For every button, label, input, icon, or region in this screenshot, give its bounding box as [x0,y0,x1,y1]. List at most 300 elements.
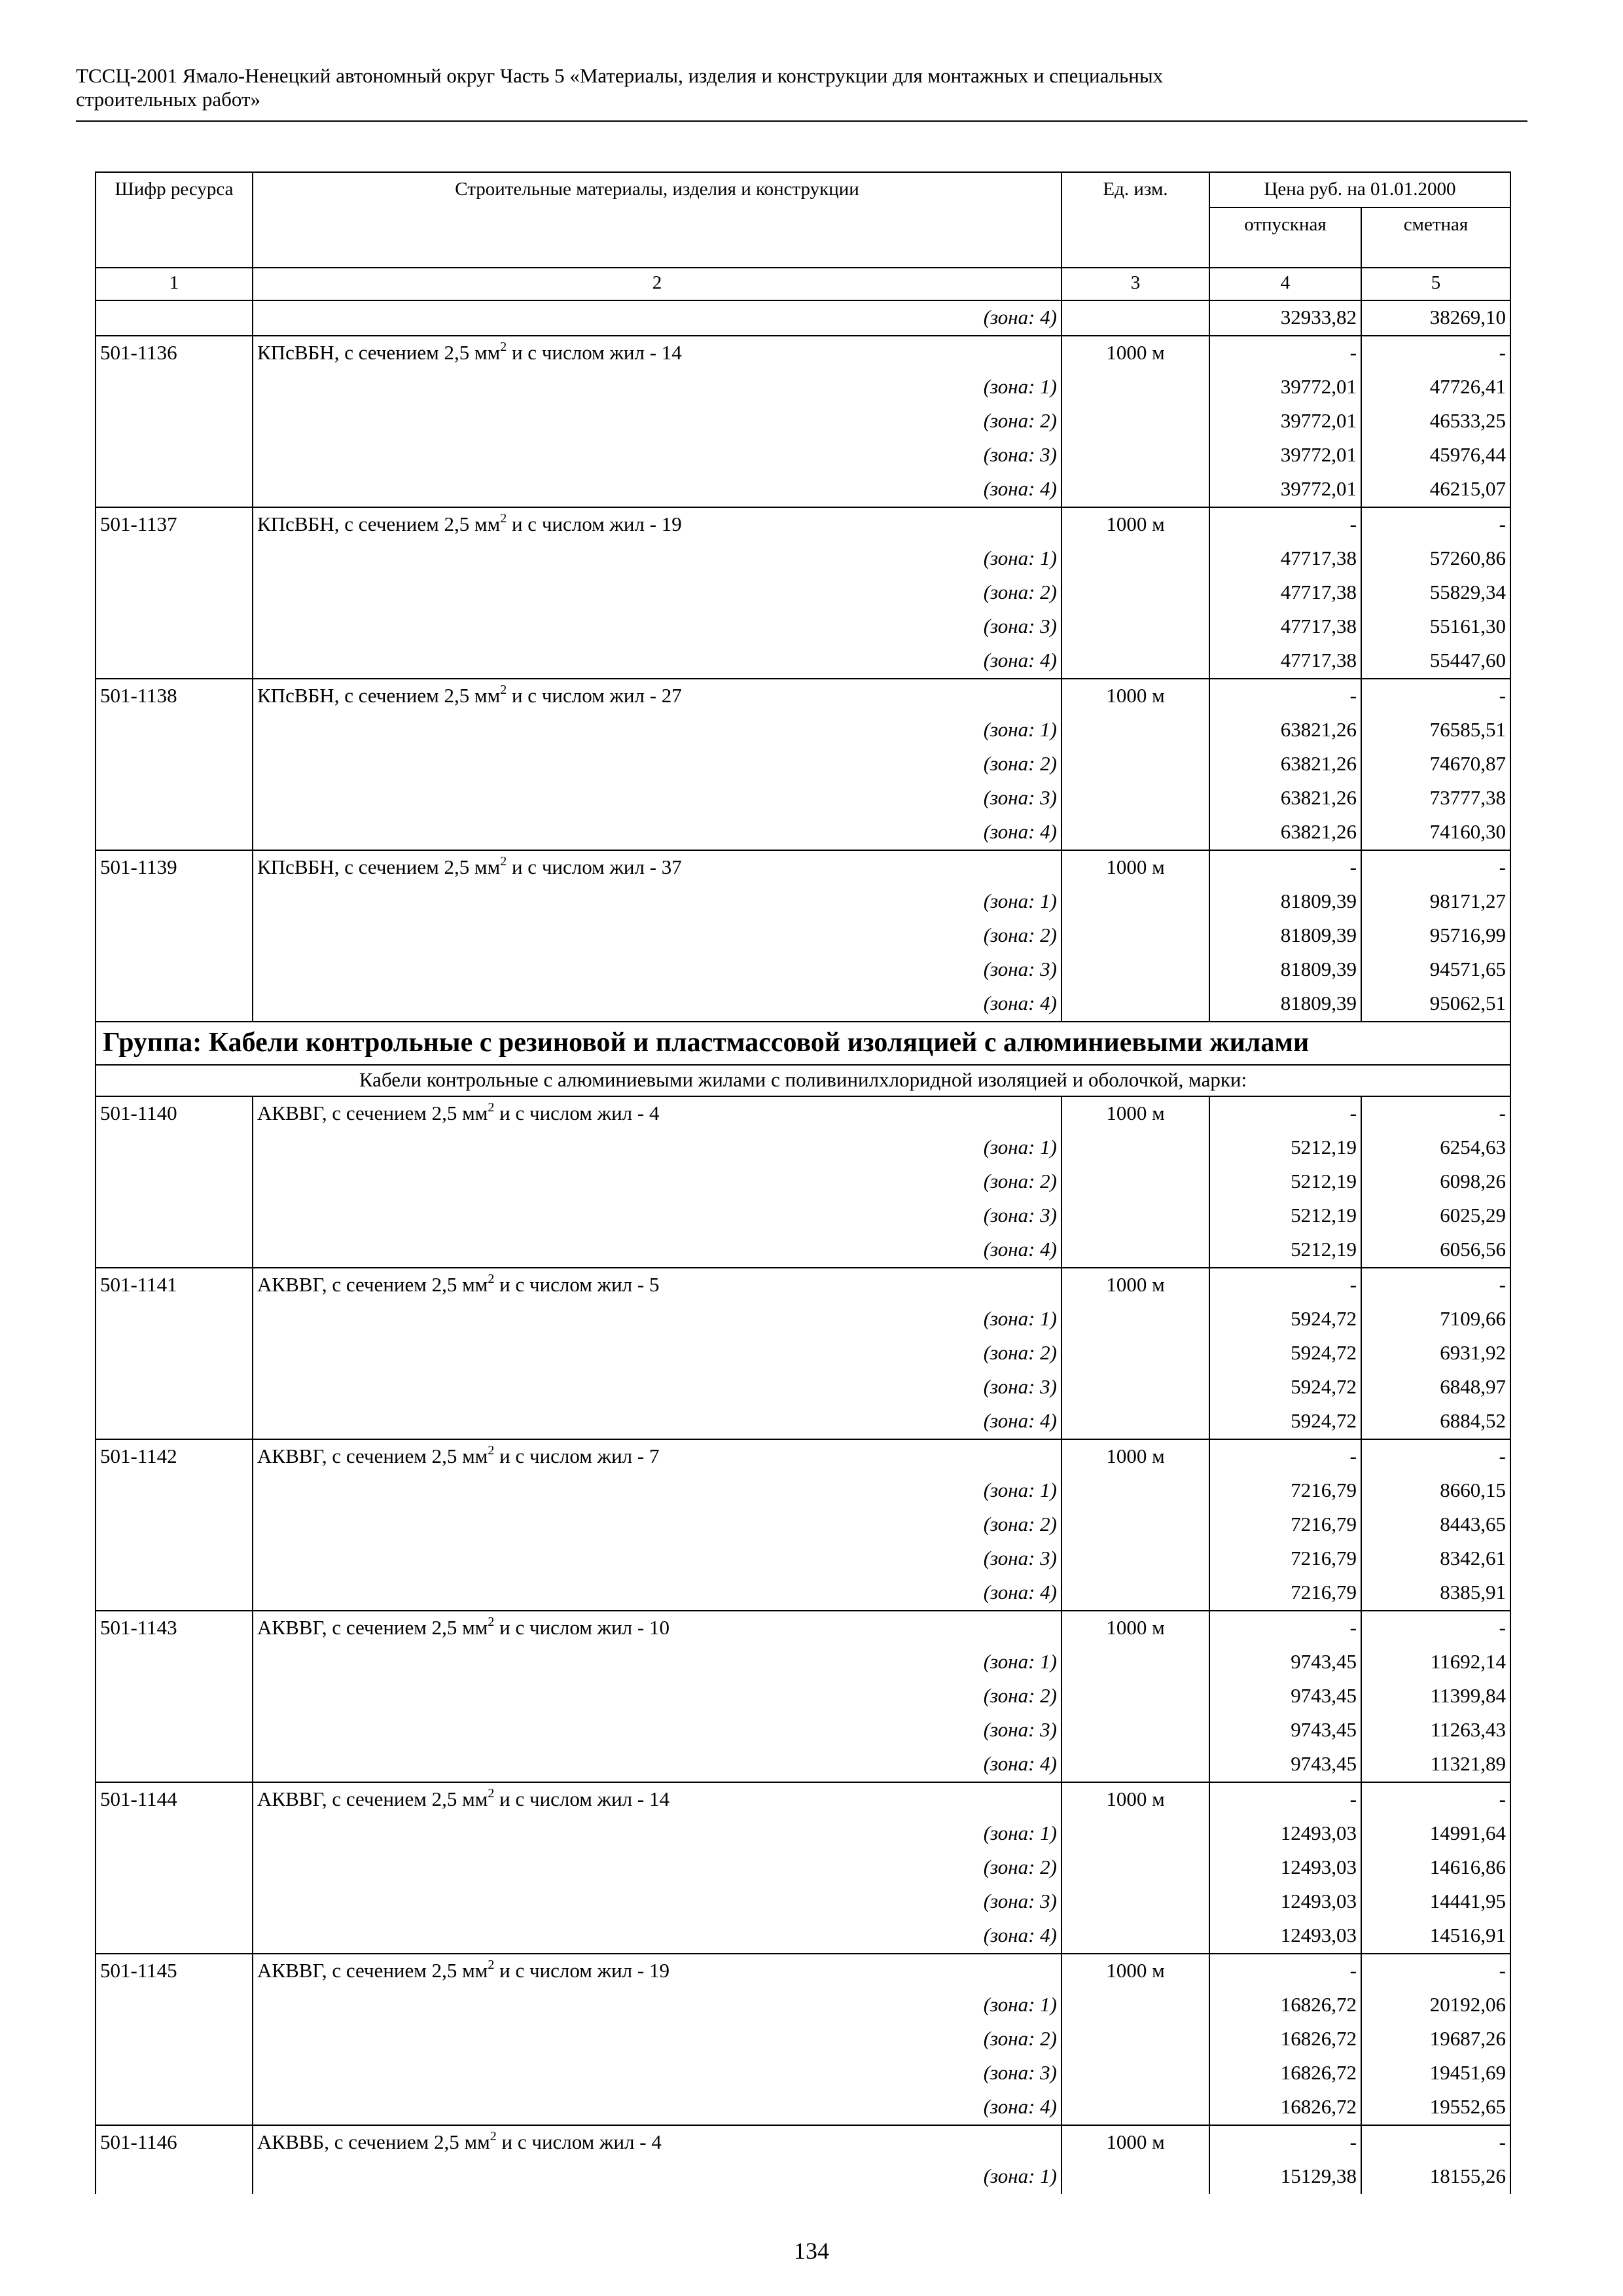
material-name [253,1782,1061,1817]
resource-code: 501-1143 [96,1611,253,1645]
zone-estimate-price: 11399,84 [1361,1679,1510,1713]
zone-code-cell [96,1474,253,1508]
zone-code-cell [96,370,253,404]
zone-label: (зона: 3) [253,1542,1061,1576]
release-price: - [1209,1954,1361,1988]
estimate-price: - [1361,2125,1510,2160]
material-name-text: КПсВБН, с сечением 2,5 мм [257,512,501,535]
zone-estimate-price: 19687,26 [1361,2022,1510,2056]
material-name [253,507,1061,542]
zone-unit-cell [1061,1233,1209,1268]
zone-estimate-price: 6254,63 [1361,1131,1510,1165]
zone-unit-cell [1061,439,1209,473]
zone-label: (зона: 1) [253,370,1061,404]
release-price: - [1209,1096,1361,1131]
zone-label: (зона: 1) [253,1645,1061,1679]
table-row [96,1782,1510,1817]
zone-code-cell [96,542,253,576]
zone-code-cell [96,404,253,439]
zone-label: (зона: 4) [253,816,1061,850]
zone-estimate-price: 20192,06 [1361,1988,1510,2022]
col-number-3: 3 [1061,268,1209,300]
zone-label: (зона: 3) [253,2056,1061,2090]
zone-code-cell [96,1233,253,1268]
zone-unit-cell [1061,1542,1209,1576]
zone-estimate-price: 14991,64 [1361,1817,1510,1851]
unit-of-measure: 1000 м [1061,679,1209,713]
zone-unit-cell [1061,953,1209,987]
col-header-unit: Ед. изм. [1061,172,1209,268]
group-section [96,1022,1510,1096]
material-name-text: АКВВГ, с сечением 2,5 мм [257,1787,488,1810]
zone-unit-cell [1061,2022,1209,2056]
zone-estimate-price: 8443,65 [1361,1508,1510,1542]
zone-code-cell [96,1371,253,1405]
superscript: 2 [500,853,507,869]
superscript: 2 [490,2128,497,2144]
zone-row [96,644,1510,679]
col-header-price-group: Цена руб. на 01.01.2000 [1209,172,1510,207]
zone-unit-cell [1061,1919,1209,1954]
zone-release-price: 39772,01 [1209,370,1361,404]
material-name [253,2125,1061,2160]
release-price: - [1209,1782,1361,1817]
estimate-price: - [1361,1782,1510,1817]
superscript: 2 [500,511,507,526]
zone-unit-cell [1061,1851,1209,1885]
zone-estimate-price: 95716,99 [1361,919,1510,953]
zone-estimate-price: 55447,60 [1361,644,1510,679]
estimate-price: - [1361,850,1510,885]
group-title: Группа: Кабели контрольные с резиновой и пластмассовой изоляцией с алюминиевыми жилами [96,1022,1510,1065]
zone-row [96,1988,1510,2022]
zone-code-cell [96,1645,253,1679]
zone-row [96,1233,1510,1268]
zone-estimate-price: 14516,91 [1361,1919,1510,1954]
resource-code: 501-1145 [96,1954,253,1988]
release-price: - [1209,1611,1361,1645]
zone-estimate-price: 19552,65 [1361,2090,1510,2125]
material-name [253,1268,1061,1302]
zone-code-cell [96,885,253,919]
col-number-5: 5 [1361,268,1510,300]
zone-estimate-price: 55161,30 [1361,610,1510,644]
zone-code-cell [96,1542,253,1576]
zone-release-price: 9743,45 [1209,1679,1361,1713]
zone-label: (зона: 1) [253,885,1061,919]
zone-unit-cell [1061,1405,1209,1439]
material-name-text: КПсВБН, с сечением 2,5 мм [257,684,501,707]
zone-estimate-price: 76585,51 [1361,713,1510,747]
zone-row [96,2056,1510,2090]
zone-unit-cell [1061,781,1209,816]
zone-row [96,1748,1510,1782]
zone-row [96,816,1510,850]
release-price: - [1209,2125,1361,2160]
resource-code: 501-1141 [96,1268,253,1302]
zone-code-cell [96,1576,253,1611]
zone-release-price: 16826,72 [1209,2022,1361,2056]
zone-code-cell [96,1748,253,1782]
zone-estimate-price: 94571,65 [1361,953,1510,987]
zone-row [96,439,1510,473]
zone-estimate-price: 98171,27 [1361,885,1510,919]
zone-code-cell [96,1302,253,1336]
material-name-suffix: и с числом жил - 4 [496,2130,662,2153]
col-number-1: 1 [96,268,253,300]
material-name-text: АКВВГ, с сечением 2,5 мм [257,1444,488,1467]
zone-unit-cell [1061,816,1209,850]
zone-release-price: 47717,38 [1209,542,1361,576]
zone-row [96,1302,1510,1336]
table-row [96,336,1510,370]
zone-label: (зона: 1) [253,1817,1061,1851]
col-number-4: 4 [1209,268,1361,300]
zone-row [96,1885,1510,1919]
table-row [96,1439,1510,1474]
estimate-price: - [1361,679,1510,713]
zone-estimate-price: 6848,97 [1361,1371,1510,1405]
zone-release-price: 5212,19 [1209,1199,1361,1233]
page-number: 134 [794,2238,829,2264]
zone-unit-cell [1061,987,1209,1022]
zone-label: (зона: 4) [253,1919,1061,1954]
estimate-price: - [1361,336,1510,370]
carry-over-estimate: 38269,10 [1361,300,1510,336]
estimate-price: - [1361,1439,1510,1474]
zone-unit-cell [1061,1713,1209,1748]
zone-label: (зона: 2) [253,576,1061,610]
zone-label: (зона: 2) [253,1165,1061,1199]
zone-release-price: 7216,79 [1209,1508,1361,1542]
table-row [96,850,1510,885]
unit-of-measure: 1000 м [1061,336,1209,370]
zone-row [96,1165,1510,1199]
zone-release-price: 7216,79 [1209,1576,1361,1611]
superscript: 2 [500,682,507,697]
zone-unit-cell [1061,1165,1209,1199]
superscript: 2 [488,1271,495,1286]
zone-code-cell [96,1919,253,1954]
zone-code-cell [96,1131,253,1165]
material-name-suffix: и с числом жил - 19 [507,512,682,535]
zone-label: (зона: 2) [253,1851,1061,1885]
zone-code-cell [96,1165,253,1199]
material-name-suffix: и с числом жил - 37 [507,855,682,878]
zone-row [96,885,1510,919]
document-header [76,64,1529,111]
zone-code-cell [96,2056,253,2090]
material-name-suffix: и с числом жил - 4 [494,1102,660,1124]
zone-estimate-price: 19451,69 [1361,2056,1510,2090]
col-header-name: Строительные материалы, изделия и конструкции [253,172,1061,268]
zone-code-cell [96,2022,253,2056]
table-row [96,1611,1510,1645]
zone-release-price: 7216,79 [1209,1474,1361,1508]
zone-label: (зона: 2) [253,919,1061,953]
zone-release-price: 39772,01 [1209,473,1361,507]
zone-release-price: 47717,38 [1209,644,1361,679]
zone-label: (зона: 2) [253,1336,1061,1371]
zone-release-price: 39772,01 [1209,404,1361,439]
zone-label: (зона: 3) [253,439,1061,473]
zone-estimate-price: 57260,86 [1361,542,1510,576]
zone-unit-cell [1061,542,1209,576]
superscript: 2 [488,1785,495,1801]
zone-release-price: 9743,45 [1209,1748,1361,1782]
zone-estimate-price: 46533,25 [1361,404,1510,439]
resource-code: 501-1146 [96,2125,253,2160]
table-row [96,1268,1510,1302]
estimate-price: - [1361,1268,1510,1302]
unit-of-measure: 1000 м [1061,2125,1209,2160]
zone-release-price: 63821,26 [1209,713,1361,747]
zone-row [96,1542,1510,1576]
zone-code-cell [96,2090,253,2125]
zone-release-price: 9743,45 [1209,1645,1361,1679]
unit-of-measure: 1000 м [1061,1782,1209,1817]
zone-label: (зона: 3) [253,1885,1061,1919]
material-name-suffix: и с числом жил - 14 [494,1787,669,1810]
zone-unit-cell [1061,1302,1209,1336]
estimate-price: - [1361,1096,1510,1131]
zone-release-price: 7216,79 [1209,1542,1361,1576]
zone-release-price: 81809,39 [1209,885,1361,919]
zone-row [96,953,1510,987]
zone-label: (зона: 1) [253,713,1061,747]
zone-label: (зона: 4) [253,1405,1061,1439]
zone-estimate-price: 74670,87 [1361,747,1510,781]
zone-estimate-price: 14616,86 [1361,1851,1510,1885]
zone-release-price: 12493,03 [1209,1851,1361,1885]
table-header [96,172,1510,300]
zone-code-cell [96,1405,253,1439]
zone-label: (зона: 3) [253,610,1061,644]
zone-estimate-price: 46215,07 [1361,473,1510,507]
zone-estimate-price: 6884,52 [1361,1405,1510,1439]
zone-estimate-price: 8342,61 [1361,1542,1510,1576]
zone-unit-cell [1061,404,1209,439]
zone-estimate-price: 6931,92 [1361,1336,1510,1371]
zone-estimate-price: 11321,89 [1361,1748,1510,1782]
resource-code: 501-1142 [96,1439,253,1474]
zone-row [96,1199,1510,1233]
zone-release-price: 16826,72 [1209,2056,1361,2090]
zone-release-price: 63821,26 [1209,747,1361,781]
table-row [96,679,1510,713]
superscript: 2 [488,1614,495,1629]
zone-release-price: 15129,38 [1209,2160,1361,2194]
zone-row [96,2160,1510,2194]
zone-row [96,747,1510,781]
zone-row [96,781,1510,816]
zone-code-cell [96,747,253,781]
zone-label: (зона: 3) [253,1713,1061,1748]
zone-estimate-price: 47726,41 [1361,370,1510,404]
zone-row [96,1817,1510,1851]
zone-unit-cell [1061,1679,1209,1713]
zone-row [96,987,1510,1022]
zone-release-price: 12493,03 [1209,1919,1361,1954]
superscript: 2 [488,1443,495,1458]
zone-label: (зона: 3) [253,781,1061,816]
table-body-a [96,300,1510,1022]
zone-code-cell [96,644,253,679]
material-name-text: АКВВГ, с сечением 2,5 мм [257,1273,488,1296]
zone-row [96,576,1510,610]
unit-of-measure: 1000 м [1061,1268,1209,1302]
release-price: - [1209,1268,1361,1302]
zone-unit-cell [1061,1131,1209,1165]
material-name-suffix: и с числом жил - 5 [494,1273,660,1296]
unit-of-measure: 1000 м [1061,1096,1209,1131]
zone-estimate-price: 74160,30 [1361,816,1510,850]
material-name-suffix: и с числом жил - 14 [507,341,682,364]
zone-row [96,1576,1510,1611]
zone-code-cell [96,439,253,473]
zone-row [96,919,1510,953]
zone-row [96,1713,1510,1748]
zone-unit-cell [1061,1371,1209,1405]
zone-code-cell [96,1199,253,1233]
header-divider [76,120,1527,122]
resource-code: 501-1138 [96,679,253,713]
material-name-text: АКВВГ, с сечением 2,5 мм [257,1102,488,1124]
zone-unit-cell [1061,1988,1209,2022]
zone-label: (зона: 2) [253,2022,1061,2056]
zone-label: (зона: 1) [253,1131,1061,1165]
zone-row [96,1919,1510,1954]
zone-unit-cell [1061,2160,1209,2194]
zone-estimate-price: 8385,91 [1361,1576,1510,1611]
estimate-price: - [1361,1954,1510,1988]
header-line-2: строительных работ» [76,88,261,111]
zone-code-cell [96,987,253,1022]
zone-code-cell [96,473,253,507]
subgroup-row [96,1065,1510,1096]
release-price: - [1209,1439,1361,1474]
zone-code-cell [96,1679,253,1713]
carry-over-row [96,300,1510,336]
zone-unit-cell [1061,1576,1209,1611]
subgroup-title: Кабели контрольные с алюминиевыми жилами с поливинилхлоридной изоляцией и оболочкой, марки: [96,1065,1510,1096]
zone-code-cell [96,1713,253,1748]
zone-code-cell [96,1988,253,2022]
zone-estimate-price: 8660,15 [1361,1474,1510,1508]
release-price: - [1209,336,1361,370]
zone-unit-cell [1061,885,1209,919]
zone-unit-cell [1061,1199,1209,1233]
zone-estimate-price: 6098,26 [1361,1165,1510,1199]
table-row [96,2125,1510,2160]
zone-row [96,610,1510,644]
material-name [253,336,1061,370]
zone-release-price: 16826,72 [1209,1988,1361,2022]
unit-of-measure: 1000 м [1061,1611,1209,1645]
zone-label: (зона: 1) [253,1302,1061,1336]
material-name [253,679,1061,713]
estimate-price: - [1361,507,1510,542]
zone-unit-cell [1061,610,1209,644]
release-price: - [1209,679,1361,713]
zone-release-price: 12493,03 [1209,1817,1361,1851]
zone-estimate-price: 11263,43 [1361,1713,1510,1748]
carry-over-code [96,300,253,336]
zone-unit-cell [1061,1474,1209,1508]
table-row [96,507,1510,542]
material-name-suffix: и с числом жил - 27 [507,684,682,707]
zone-release-price: 47717,38 [1209,610,1361,644]
zone-code-cell [96,919,253,953]
zone-code-cell [96,576,253,610]
zone-label: (зона: 1) [253,1474,1061,1508]
zone-code-cell [96,1817,253,1851]
zone-label: (зона: 2) [253,404,1061,439]
zone-unit-cell [1061,1817,1209,1851]
zone-label: (зона: 4) [253,1748,1061,1782]
col-number-2: 2 [253,268,1061,300]
zone-estimate-price: 6025,29 [1361,1199,1510,1233]
zone-estimate-price: 95062,51 [1361,987,1510,1022]
zone-code-cell [96,2160,253,2194]
zone-label: (зона: 4) [253,1233,1061,1268]
zone-unit-cell [1061,370,1209,404]
zone-estimate-price: 7109,66 [1361,1302,1510,1336]
zone-label: (зона: 1) [253,2160,1061,2194]
zone-code-cell [96,781,253,816]
zone-unit-cell [1061,2056,1209,2090]
material-name [253,1954,1061,1988]
zone-label: (зона: 1) [253,1988,1061,2022]
material-name-text: КПсВБН, с сечением 2,5 мм [257,855,501,878]
superscript: 2 [488,1957,495,1972]
group-row [96,1022,1510,1065]
resource-code: 501-1136 [96,336,253,370]
material-name [253,1439,1061,1474]
zone-release-price: 81809,39 [1209,919,1361,953]
table-body-b [96,1096,1510,2194]
zone-estimate-price: 55829,34 [1361,576,1510,610]
col-header-code: Шифр ресурса [96,172,253,268]
superscript: 2 [488,1100,495,1115]
zone-row [96,713,1510,747]
zone-release-price: 12493,03 [1209,1885,1361,1919]
zone-label: (зона: 1) [253,542,1061,576]
zone-row [96,404,1510,439]
unit-of-measure: 1000 м [1061,507,1209,542]
zone-code-cell [96,610,253,644]
header-line-1: ТССЦ-2001 Ямало-Ненецкий автономный округ Часть 5 «Материалы, изделия и конструкции для монтажных и специальных [76,64,1164,87]
zone-estimate-price: 18155,26 [1361,2160,1510,2194]
material-name [253,850,1061,885]
zone-code-cell [96,1851,253,1885]
zone-row [96,1679,1510,1713]
zone-estimate-price: 14441,95 [1361,1885,1510,1919]
zone-label: (зона: 3) [253,1199,1061,1233]
zone-unit-cell [1061,1508,1209,1542]
zone-row [96,2090,1510,2125]
resource-code: 501-1140 [96,1096,253,1131]
zone-unit-cell [1061,1645,1209,1679]
material-name-text: АКВВБ, с сечением 2,5 мм [257,2130,490,2153]
zone-row [96,1508,1510,1542]
zone-estimate-price: 45976,44 [1361,439,1510,473]
zone-label: (зона: 3) [253,1371,1061,1405]
material-name-text: КПсВБН, с сечением 2,5 мм [257,341,501,364]
zone-row [96,1645,1510,1679]
zone-unit-cell [1061,713,1209,747]
zone-release-price: 16826,72 [1209,2090,1361,2125]
